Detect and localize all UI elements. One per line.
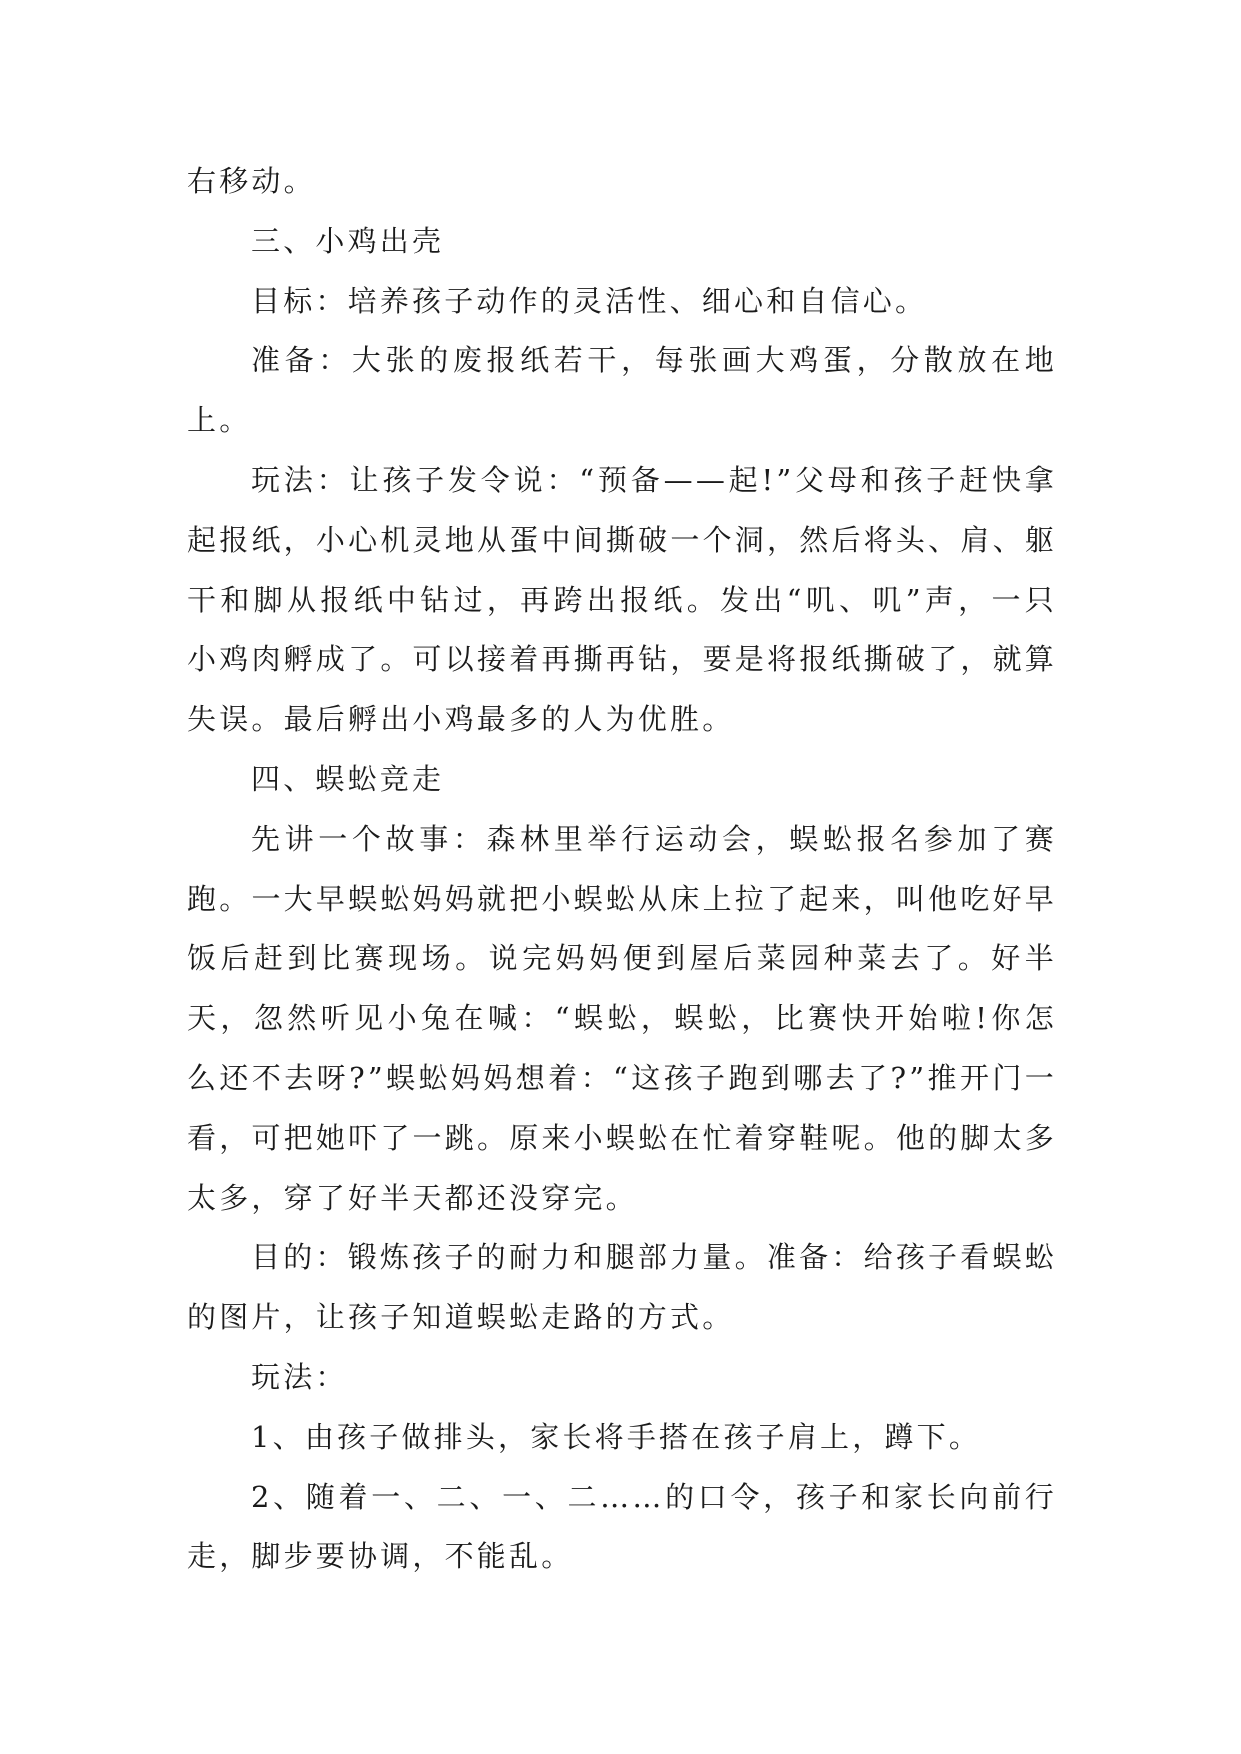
paragraph-story: 先讲一个故事：森林里举行运动会，蜈蚣报名参加了赛跑。一大早蜈蚣妈妈就把小蜈蚣从床上拉了起来，叫他吃好早饭后赶到比赛现场。说完妈妈便到屋后菜园种菜去了。好半天，忽然听见小兔在喊：“蜈蚣，蜈蚣，比赛快开始啦!你怎么还不去呀?”蜈蚣妈妈想着：“这孩子跑到哪去了?”推开门一看，可把她吓了一跳。原来小蜈蚣在忙着穿鞋呢。他的脚太多太多，穿了好半天都还没穿完。 bbox=[187, 821, 1057, 1215]
paragraph-gameplay-heading: 玩法： bbox=[251, 1359, 348, 1394]
section-heading-chick-hatching: 三、小鸡出壳 bbox=[251, 223, 445, 258]
document-body bbox=[187, 152, 1057, 1587]
list-item-step-1: 1、由孩子做排头，家长将手搭在孩子肩上，蹲下。 bbox=[251, 1419, 982, 1454]
list-item-step-2: 2、随着一、二、一、二……的口令，孩子和家长向前行走，脚步要协调，不能乱。 bbox=[187, 1479, 1057, 1574]
paragraph-continuation: 右移动。 bbox=[187, 164, 316, 198]
paragraph-purpose: 目的：锻炼孩子的耐力和腿部力量。准备：给孩子看蜈蚣的图片，让孩子知道蜈蚣走路的方式。 bbox=[187, 1240, 1057, 1335]
paragraph-gameplay: 玩法：让孩子发令说：“预备——起!”父母和孩子赶快拿起报纸，小心机灵地从蛋中间撕破一个洞，然后将头、肩、躯干和脚从报纸中钻过，再跨出报纸。发出“叽、叽”声，一只小鸡肉孵成了。可以接着再撕再钻，要是将报纸撕破了，就算失误。最后孵出小鸡最多的人为优胜。 bbox=[187, 462, 1057, 737]
paragraph-preparation: 准备：大张的废报纸若干，每张画大鸡蛋，分散放在地上。 bbox=[187, 343, 1057, 438]
section-heading-centipede-race: 四、蜈蚣竞走 bbox=[251, 761, 445, 796]
paragraph-goal: 目标：培养孩子动作的灵活性、细心和自信心。 bbox=[251, 283, 928, 318]
